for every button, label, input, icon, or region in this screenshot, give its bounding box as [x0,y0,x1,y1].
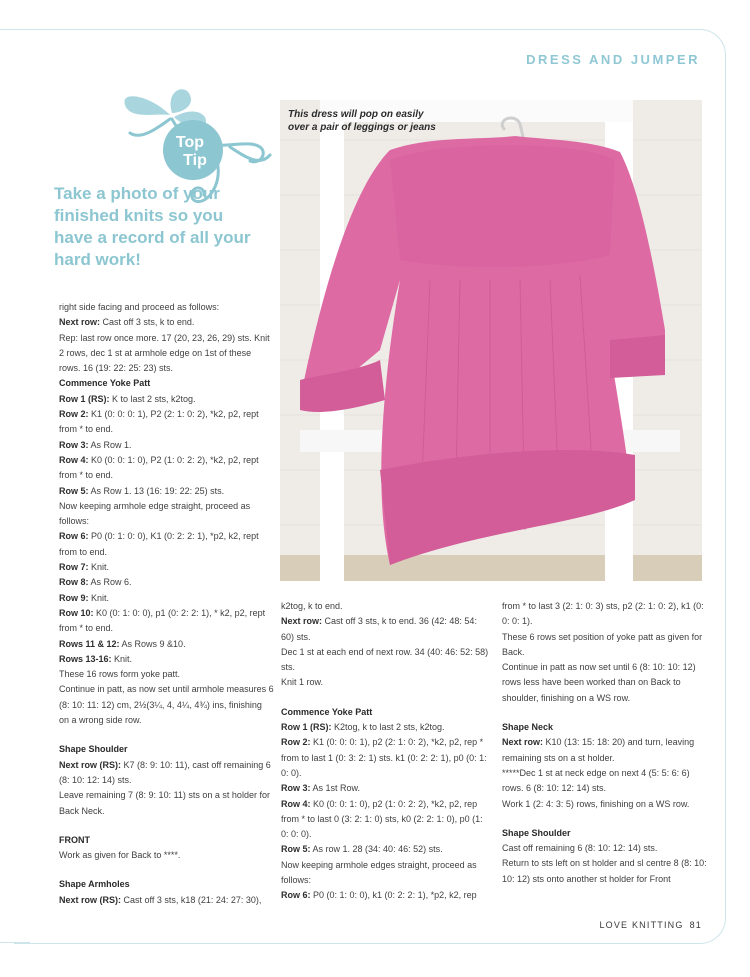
row-instruction: Next row (RS): K7 (8: 9: 10: 11), cast off remaining 6 (8: 10: 12: 14) sts. [59,759,271,785]
row-instruction: Row 4: K0 (0: 0: 1: 0), p2 (1: 0: 2: 2), *k2, p2, rep from * to last 0 (3: 2: 1: 0) sts, k0 (2: 2: 1: 0), p0 (1: 0: 0: 0). [281,798,483,840]
pattern-column-2 [281,599,491,904]
row-instruction: Row 3: As 1st Row. [281,783,361,794]
text: Work 1 (2: 4: 3: 5) rows, finishing on a WS row. [502,798,690,809]
row-instruction: Row 10: K0 (0: 1: 0: 0), p1 (0: 2: 2: 1), * k2, p2, rept from * to end. [59,607,266,634]
section-heading: FRONT [59,834,90,845]
pattern-column-1 [59,300,274,908]
row-instruction: Row 5: As row 1. 28 (34: 40: 46: 52) sts. [281,844,443,855]
text: from * to last 3 (2: 1: 0: 3) sts, p2 (2: 1: 0: 2), k1 (0: 0: 0: 1). [502,601,704,627]
row-instruction: Row 1 (RS): K to last 2 sts, k2tog. [59,393,196,404]
section-header: DRESS AND JUMPER [526,52,700,67]
text: Return to sts left on st holder and sl centre 8 (8: 10: 10: 12) sts onto another st holder for Front [502,858,707,884]
row-instruction: Row 4: K0 (0: 0: 1: 0), P2 (1: 0: 2: 2), *k2, p2, rept from * to end. [59,454,259,481]
frame-bottom-line [0,942,30,943]
row-instruction: Row 9: Knit. [59,592,110,603]
row-instruction: Next row (RS): Cast off 3 sts, k18 (21: 24: 27: 30), [59,894,262,905]
row-instruction: Row 6: P0 (0: 1: 0: 0), K1 (0: 2: 2: 1), *p2, k2, rept from to end. [59,531,259,557]
top-tip-text: Take a photo of your finished knits so you have a record of all your hard work! [54,184,251,269]
dress-image [280,100,702,581]
row-instruction: Rows 11 & 12: As Rows 9 &10. [59,638,186,649]
text: Knit 1 row. [281,677,324,688]
text: Continue in patt as now set until 6 (8: 10: 10: 12) rows less have been worked than on Back to shoulder, finishing on a WS row. [502,662,696,703]
text: Dec 1 st at each end of next row. 34 (40: 46: 52: 58) sts. [281,646,489,673]
page-number: 81 [689,920,702,930]
subheading: Shape Armholes [59,879,130,890]
top-tip-badge-top: Top [175,134,205,151]
row-instruction: Row 3: As Row 1. [59,439,132,450]
text: k2tog, k to end. [281,601,343,611]
text: These 6 rows set position of yoke patt as given for Back. [502,631,703,657]
row-instruction: Row 2: K1 (0: 0: 0: 1), P2 (2: 1: 0: 2), *k2, p2, rept from * to end. [59,409,259,435]
subheading: Shape Shoulder [59,744,128,755]
row-instruction: Row 7: Knit. [59,562,110,573]
text: Now keeping armhole edge straight, proceed as follows: [59,500,251,527]
subheading: Commence Yoke Patt [59,378,151,389]
text: right side facing and proceed as follows: [59,302,220,312]
row-instruction: Next row: K10 (13: 15: 18: 20) and turn, leaving remaining sts on a st holder. [502,737,695,763]
text: Cast off remaining 6 (8: 10: 12: 14) sts. [502,843,658,854]
text: Now keeping armhole edges straight, proceed as follows: [281,859,477,886]
row-instruction: Row 8: As Row 6. [59,577,132,588]
text: Continue in patt, as now set until armhole measures 6 (8: 10: 11: 12) cm, 2½(3¼, 4, 4¼, 4¾) ins, finishing on a wrong side row. [59,684,274,726]
text: These 16 rows form yoke patt. [59,669,181,680]
page-footer [599,920,702,930]
text: *****Dec 1 st at neck edge on next 4 (5: 5: 6: 6) rows. 6 (8: 10: 12: 14) sts. [502,767,690,794]
subheading: Shape Shoulder [502,827,571,838]
pattern-column-3 [502,599,712,887]
magazine-name: LOVE KNITTING [599,920,684,930]
photo-caption: This dress will pop on easily over a pair of leggings or jeans [288,109,436,133]
top-tip-badge-bottom: Tip [183,152,207,169]
row-instruction: Rows 13-16: Knit. [59,653,133,664]
text: Work as given for Back to ****. [59,850,181,861]
subheading: Shape Neck [502,722,554,733]
row-instruction: Next row: Cast off 3 sts, k to end. 36 (42: 48: 54: 60) sts. [281,616,477,642]
row-instruction: Row 5: As Row 1. 13 (16: 19: 22: 25) sts. [59,485,225,496]
row-instruction: Next row: Cast off 3 sts, k to end. [59,317,195,328]
subheading: Commence Yoke Patt [281,706,373,717]
frame-top-line [0,29,30,30]
text: Leave remaining 7 (8: 9: 10: 11) sts on a st holder for Back Neck. [59,790,270,816]
text: Rep: last row once more. 17 (20, 23, 26, 29) sts. Knit 2 rows, dec 1 st at armhole edge on 1st of these rows. 16 (19: 22: 25: 23) sts. [59,332,270,374]
row-instruction: Row 2: K1 (0: 0: 0: 1), p2 (2: 1: 0: 2), *k2, p2, rep * from to last 1 (0: 3: 2: 1) sts. k1 (0: 2: 2: 1), p0 (0: 1: 0: 0). [281,737,487,778]
dress-photo [280,100,702,581]
row-instruction: Row 1 (RS): K2tog, k to last 2 sts, k2tog. [281,722,445,733]
row-instruction: Row 6: P0 (0: 1: 0: 0), k1 (0: 2: 2: 1), *p2, k2, rep [281,890,477,901]
